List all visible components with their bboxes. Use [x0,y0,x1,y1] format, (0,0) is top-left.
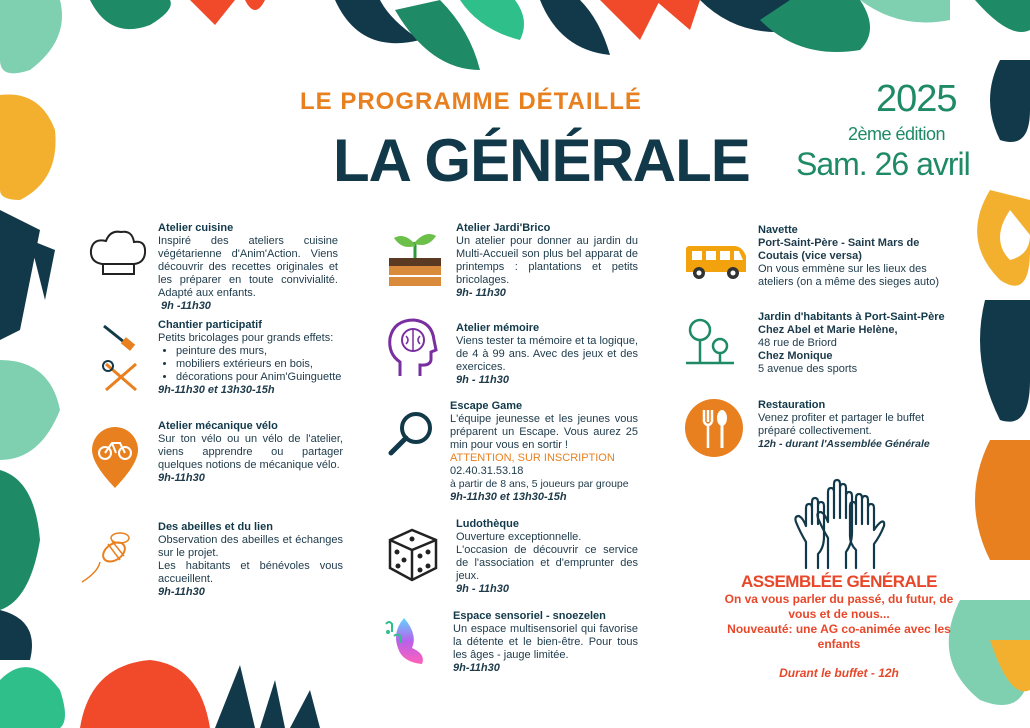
activity-title: Des abeilles et du lien [158,521,273,533]
programme-kicker: LE PROGRAMME DÉTAILLÉ [300,88,642,115]
event-edition: 2ème édition [848,124,946,144]
activity-bullets [158,345,348,384]
activity-title: Atelier mémoire [456,322,540,334]
bee-icon [78,522,142,586]
activity-info: à partir de 8 ans, 5 joueurs par groupe [450,478,629,490]
activity-title: Espace sensoriel - snoezelen [453,610,606,622]
activity-abeilles [158,521,343,599]
activity-time: 9h-11h30 et 13h30-15h [450,491,567,503]
activity-time: 9h-11h30 [158,472,205,484]
bus-icon [684,242,748,282]
trees-icon [684,316,736,368]
bullet-item: • décorations pour Anim'Guinguette [176,371,348,384]
activity-title: Atelier mécanique vélo [158,420,278,432]
navette-text: On vous emmène sur les lieux des ateliers (on a même des sieges auto) [758,263,939,288]
navette-title: Navette [758,224,798,236]
jardin-title: Jardin d'habitants à Port-Saint-Père [758,311,945,323]
activity-text: Inspiré des ateliers cuisine végétarienne d'Anim'Action. Viens découvrir des recettes originales et les préparer en toute convivialité. Adapté aux enfants. [158,235,338,299]
chef-hat-icon [88,228,148,280]
ag-line: Nouveauté: une AG co-animée avec les enfants [727,622,951,651]
page-title: LA GÉNÉRALE [333,127,750,194]
activity-text: Observation des abeilles et échanges sur le projet. [158,534,343,559]
magnifier-icon [386,408,436,458]
bullet-item: • mobiliers extérieurs en bois, [176,358,348,371]
event-year: 2025 [876,78,957,120]
activity-title: Escape Game [450,400,523,412]
fork-spoon-icon [684,398,744,458]
activity-chantier [158,319,348,397]
brain-head-icon [386,316,438,378]
activity-text: L'occasion de découvrir ce service de l'association et d'emprunter des jeux. [456,544,638,582]
activity-time: 9h - 11h30 [456,374,509,386]
activity-jardi-brico [456,222,638,300]
restauration-info [758,399,958,451]
registration-alert: ATTENTION, SUR INSCRIPTION [450,452,615,464]
activity-cuisine [158,222,338,313]
jardin-info [758,311,963,376]
restauration-text: Venez profiter et partager le buffet préparé collectivement. [758,412,925,437]
activity-text: Ouverture exceptionnelle. [456,531,582,543]
jardin-host: Chez Monique [758,350,833,362]
activity-title: Atelier Jardi'Brico [456,222,551,234]
activity-ludotheque [456,518,638,596]
ag-line: On va vous parler du passé, du futur, de vous et de nous... [724,592,954,621]
activity-text: Viens tester ta mémoire et ta logique, de 4 à 99 ans. Avec des jeux et des exercices. [456,335,639,373]
activity-text: Sur ton vélo ou un vélo de l'atelier, viens apprendre ou partager quelques notions de mécanique vélo. [158,433,343,471]
activity-time: 9h -11h30 [161,300,211,312]
event-date: Sam. 26 avril [796,146,970,182]
tools-icon [100,358,142,394]
dice-icon [384,524,440,582]
raised-hands-icon [790,478,886,570]
paintbrush-icon [100,322,142,356]
ag-buffet-time: Durant le buffet - 12h [779,666,899,680]
activity-time: 9h - 11h30 [456,583,509,595]
navette-route: Port-Saint-Père - Saint Mars de Coutais (vice versa) [758,237,920,262]
phone-number: 02.40.31.53.18 [450,465,524,477]
navette-info [758,224,958,289]
restauration-title: Restauration [758,399,826,411]
activity-intro: Petits bricolages pour grands effets: [158,332,334,344]
activity-escape-game [450,400,638,504]
activity-time: 9h- 11h30 [456,287,506,299]
activity-time: 9h-11h30 [158,586,205,598]
activity-time: 9h-11h30 et 13h30-15h [158,384,275,396]
activity-text: Les habitants et bénévoles vous accueillent. [158,560,343,585]
activity-velo [158,420,343,485]
assemblee-generale-block [716,572,962,680]
activity-memoire [456,322,638,387]
bicycle-pin-icon [88,424,142,490]
activity-title: Ludothèque [456,518,519,530]
seedling-crate-icon [386,228,444,288]
activity-time: 9h-11h30 [453,662,500,674]
jardin-address: 48 rue de Briord [758,337,837,349]
activity-title: Chantier participatif [158,319,262,331]
jardin-address: 5 avenue des sports [758,363,858,375]
activity-text: Un atelier pour donner au jardin du Multi-Accueil son plus bel apparat de printemps : plantations et petits bricolages. [456,235,638,286]
activity-text: L'équipe jeunesse et les jeunes vous préparent un Escape. Vous aurez 25 min pour vous en sortir ! [450,413,638,451]
activity-text: Un espace multisensoriel qui favorise la détente et le bien-être. Pour tous les âges - jauge limitée. [453,623,638,661]
sensory-light-icon [382,614,432,666]
activity-title: Atelier cuisine [158,222,234,234]
bullet-item: • peinture des murs, [176,345,348,358]
restauration-time: 12h - durant l'Assemblée Générale [758,438,930,450]
ag-title: ASSEMBLÉE GÉNÉRALE [741,572,937,591]
activity-espace-sensoriel [453,610,638,675]
jardin-host: Chez Abel et Marie Helène, [758,324,898,336]
